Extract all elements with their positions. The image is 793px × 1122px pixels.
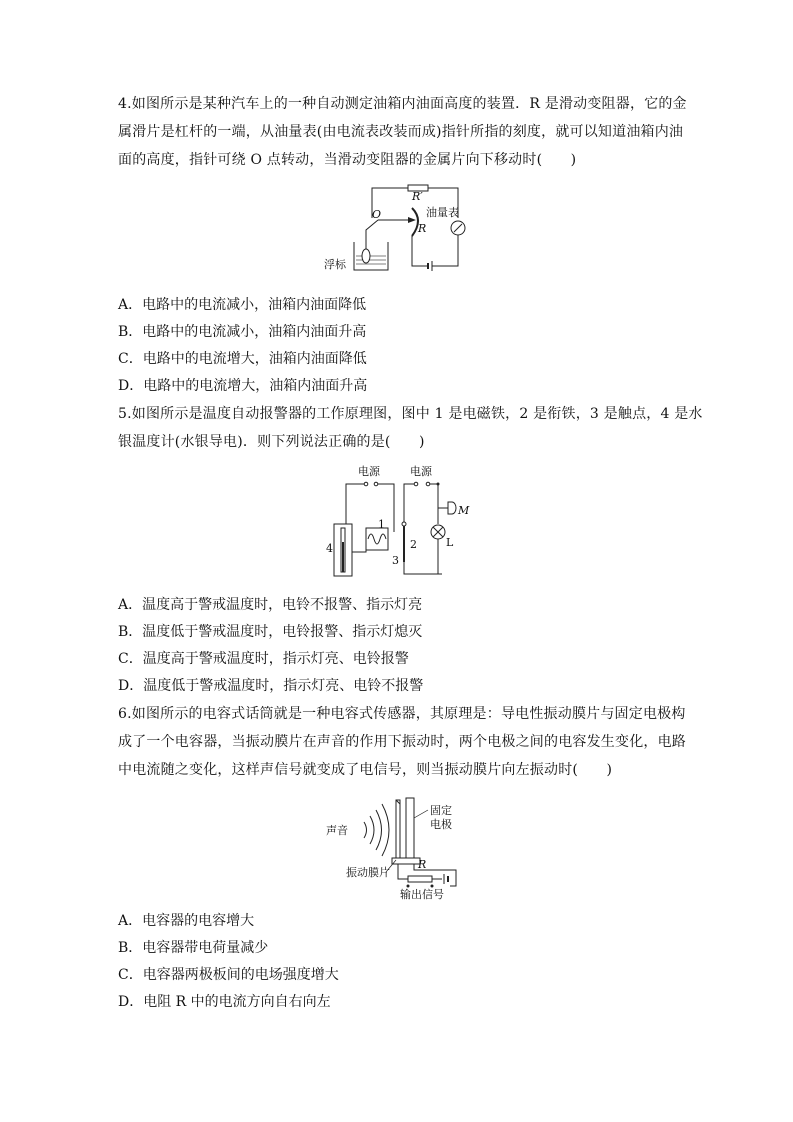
q6-microphone-figure: [322, 790, 472, 902]
q6-option-a[interactable]: A．电容器的电容增大: [118, 913, 255, 929]
label-oil-meter: 油量表: [426, 206, 459, 219]
q6-option-d[interactable]: D．电阻 R 中的电流方向自右向左: [118, 994, 331, 1010]
q5-alarm-figure: [322, 462, 482, 580]
label-4: 4: [326, 542, 333, 555]
float-icon: [362, 249, 370, 263]
q5-line-2: 银温度计(水银导电)．则下列说法正确的是( ): [118, 434, 425, 450]
label-l: L: [446, 536, 454, 549]
q4-line-2: 属滑片是杠杆的一端，从油量表(由电流表改装而成)指针所指的刻度，就可以知道油箱内油: [118, 124, 684, 140]
q5-option-a[interactable]: A．温度高于警戒温度时，电铃不报警、指示灯亮: [118, 597, 423, 613]
q4-option-b[interactable]: B．电路中的电流减小，油箱内油面升高: [118, 324, 367, 340]
q4-option-a[interactable]: A．电路中的电流减小，油箱内油面降低: [118, 297, 367, 313]
label-r-prime: R′: [412, 190, 423, 203]
q6-line-3: 中电流随之变化，这样声信号就变成了电信号，则当振动膜片向左振动时( ): [118, 762, 613, 778]
label-m: M: [458, 504, 470, 517]
label-fixed-1: 固定: [430, 804, 452, 817]
label-1: 1: [378, 518, 385, 531]
label-membrane: 振动膜片: [346, 866, 390, 879]
membrane-icon: [396, 800, 400, 860]
q4-option-d[interactable]: D．电路中的电流增大，油箱内油面升高: [118, 378, 368, 394]
q6-option-b[interactable]: B．电容器带电荷量减少: [118, 940, 269, 956]
electromagnet-icon: [366, 528, 388, 550]
label-o: O: [372, 208, 382, 221]
q6-line-1: 6.如图所示的电容式话筒就是一种电容式传感器，其原理是：导电性振动膜片与固定电极构: [118, 706, 686, 722]
label-output: 输出信号: [400, 888, 444, 901]
q6-option-c[interactable]: C．电容器两极板间的电场强度增大: [118, 967, 339, 983]
q5-option-b[interactable]: B．温度低于警戒温度时，电铃报警、指示灯熄灭: [118, 624, 423, 640]
q5-line-1: 5.如图所示是温度自动报警器的工作原理图，图中 1 是电磁铁，2 是衔铁，3 是触点，4 是水: [118, 406, 703, 422]
label-fixed-2: 电极: [430, 818, 452, 831]
q4-oil-gauge-figure: [320, 178, 470, 278]
fixed-electrode-icon: [406, 798, 414, 862]
q5-option-c[interactable]: C．温度高于警戒温度时，指示灯亮、电铃报警: [118, 651, 409, 667]
label-sound: 声音: [326, 824, 348, 837]
label-r: R: [418, 222, 427, 235]
q5-option-d[interactable]: D．温度低于警戒温度时，指示灯亮、电铃不报警: [118, 678, 424, 694]
label-power-1: 电源: [358, 465, 380, 478]
label-2: 2: [410, 538, 417, 551]
q6-line-2: 成了一个电容器，当振动膜片在声音的作用下振动时，两个电极之间的电容发生变化，电路: [118, 734, 686, 750]
q4-option-c[interactable]: C．电路中的电流增大，油箱内油面降低: [118, 351, 367, 367]
label-r: R: [418, 858, 427, 871]
label-3: 3: [392, 554, 399, 567]
q4-line-3: 面的高度，指针可绕 O 点转动，当滑动变阻器的金属片向下移动时( ): [118, 152, 577, 168]
bell-icon: [448, 502, 456, 514]
resistor-icon: [408, 876, 432, 882]
q4-line-1: 4.如图所示是某种汽车上的一种自动测定油箱内油面高度的装置．R 是滑动变阻器，它的金: [118, 96, 687, 112]
label-float: 浮标: [324, 258, 346, 271]
sound-wave-icon: [364, 822, 367, 838]
label-power-2: 电源: [410, 465, 432, 478]
